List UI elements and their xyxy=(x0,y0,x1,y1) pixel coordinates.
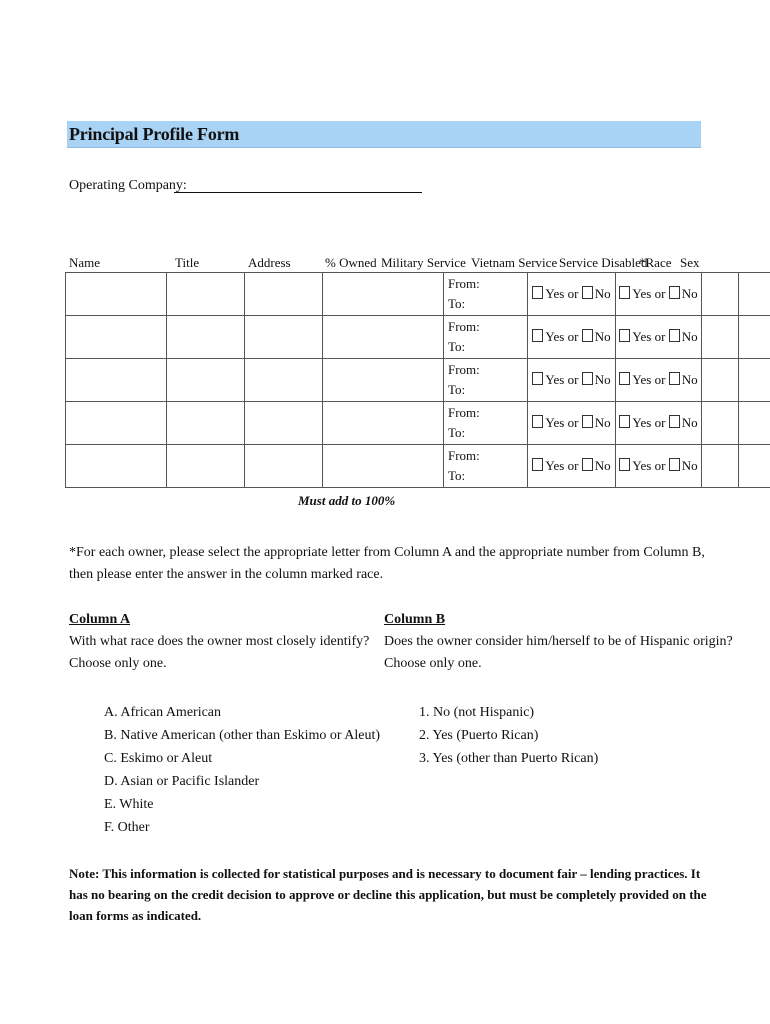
to-label: To: xyxy=(448,382,466,397)
or-label: or xyxy=(567,329,579,344)
column-b-choose: Choose only one. xyxy=(384,656,482,671)
name-cell[interactable] xyxy=(66,273,167,316)
column-b-question: Does the owner consider him/herself to be of Hispanic origin? xyxy=(384,634,733,649)
sex-cell[interactable] xyxy=(739,273,770,316)
or-label: or xyxy=(654,372,666,387)
no-label: No xyxy=(594,329,611,344)
column-a xyxy=(69,609,369,675)
list-item: 3. Yes (other than Puerto Rican) xyxy=(419,751,599,766)
address-cell[interactable] xyxy=(245,359,323,402)
or-label: or xyxy=(567,286,579,301)
yes-checkbox[interactable] xyxy=(532,415,543,428)
to-label: To: xyxy=(448,468,466,483)
no-label: No xyxy=(594,458,611,473)
operating-company-field[interactable] xyxy=(174,192,422,193)
no-checkbox[interactable] xyxy=(582,415,593,428)
race-cell[interactable] xyxy=(702,316,739,359)
military-service-cell[interactable] xyxy=(444,445,528,488)
header-service-disabled: Service Disabled xyxy=(559,255,648,270)
title-cell[interactable] xyxy=(167,445,245,488)
military-service-cell[interactable] xyxy=(444,359,528,402)
owned-cell[interactable] xyxy=(323,316,444,359)
race-cell[interactable] xyxy=(702,273,739,316)
list-item: 1. No (not Hispanic) xyxy=(419,705,535,720)
owned-cell[interactable] xyxy=(323,402,444,445)
column-a-choose: Choose only one. xyxy=(69,656,167,671)
race-cell[interactable] xyxy=(702,359,739,402)
column-a-heading: Column A xyxy=(69,612,131,627)
or-label: or xyxy=(567,415,579,430)
owned-cell[interactable] xyxy=(323,445,444,488)
header-race: *Race xyxy=(639,255,672,270)
no-checkbox[interactable] xyxy=(582,458,593,471)
yes-checkbox[interactable] xyxy=(619,458,630,471)
address-cell[interactable] xyxy=(245,445,323,488)
list-item: C. Eskimo or Aleut xyxy=(104,751,213,766)
sex-cell[interactable] xyxy=(739,402,770,445)
yes-label: Yes xyxy=(545,372,565,387)
yes-checkbox[interactable] xyxy=(532,286,543,299)
list-item: 2. Yes (Puerto Rican) xyxy=(419,728,539,743)
or-label: or xyxy=(654,458,666,473)
list-item: E. White xyxy=(104,797,154,812)
no-label: No xyxy=(594,372,611,387)
table-row xyxy=(66,402,770,445)
no-checkbox[interactable] xyxy=(669,372,680,385)
yes-label: Yes xyxy=(545,415,565,430)
no-checkbox[interactable] xyxy=(669,415,680,428)
yes-label: Yes xyxy=(632,329,652,344)
or-label: or xyxy=(654,286,666,301)
header-name: Name xyxy=(69,255,101,270)
title-cell[interactable] xyxy=(167,402,245,445)
list-item: A. African American xyxy=(104,705,222,720)
header-title: Title xyxy=(175,255,200,270)
no-checkbox[interactable] xyxy=(582,329,593,342)
yes-checkbox[interactable] xyxy=(619,286,630,299)
yes-checkbox[interactable] xyxy=(619,329,630,342)
military-service-cell[interactable] xyxy=(444,316,528,359)
yes-checkbox[interactable] xyxy=(532,458,543,471)
no-label: No xyxy=(681,415,698,430)
title-cell[interactable] xyxy=(167,316,245,359)
race-cell[interactable] xyxy=(702,445,739,488)
no-checkbox[interactable] xyxy=(582,372,593,385)
no-checkbox[interactable] xyxy=(582,286,593,299)
address-cell[interactable] xyxy=(245,316,323,359)
principal-table xyxy=(65,272,770,488)
vietnam-service-cell xyxy=(528,402,616,445)
no-label: No xyxy=(681,458,698,473)
header-sex: Sex xyxy=(680,255,700,270)
to-label: To: xyxy=(448,339,466,354)
header-military-service: Military Service xyxy=(381,255,466,270)
column-b-heading: Column B xyxy=(384,612,446,627)
yes-label: Yes xyxy=(632,372,652,387)
from-label: From: xyxy=(448,448,480,463)
table-row xyxy=(66,273,770,316)
list-item: B. Native American (other than Eskimo or Aleut) xyxy=(104,728,381,743)
or-label: or xyxy=(567,372,579,387)
list-item: F. Other xyxy=(104,820,150,835)
to-label: To: xyxy=(448,425,466,440)
header-address: Address xyxy=(248,255,291,270)
yes-label: Yes xyxy=(632,286,652,301)
service-disabled-cell xyxy=(616,402,702,445)
from-label: From: xyxy=(448,319,480,334)
address-cell[interactable] xyxy=(245,273,323,316)
header-owned: % Owned xyxy=(325,255,377,270)
military-service-cell[interactable] xyxy=(444,402,528,445)
yes-label: Yes xyxy=(545,458,565,473)
military-service-cell[interactable] xyxy=(444,273,528,316)
or-label: or xyxy=(567,458,579,473)
no-checkbox[interactable] xyxy=(669,329,680,342)
yes-label: Yes xyxy=(545,329,565,344)
disclosure-note: Note: This information is collected for statistical purposes and is necessary to document fair – lending practices. It has no bearing on the credit decision to approve or decline this application, but must be completely provided on the loan forms as indicated. xyxy=(69,866,707,923)
owned-cell[interactable] xyxy=(323,273,444,316)
yes-label: Yes xyxy=(545,286,565,301)
no-checkbox[interactable] xyxy=(669,286,680,299)
vietnam-service-cell xyxy=(528,316,616,359)
column-a-question: With what race does the owner most closely identify? xyxy=(69,634,370,649)
header-vietnam-service: Vietnam Service xyxy=(471,255,558,270)
yes-checkbox[interactable] xyxy=(619,415,630,428)
service-disabled-cell xyxy=(616,316,702,359)
service-disabled-cell xyxy=(616,359,702,402)
no-label: No xyxy=(681,372,698,387)
name-cell[interactable] xyxy=(66,402,167,445)
yes-checkbox[interactable] xyxy=(532,329,543,342)
yes-checkbox[interactable] xyxy=(532,372,543,385)
yes-label: Yes xyxy=(632,458,652,473)
race-cell[interactable] xyxy=(702,402,739,445)
vietnam-service-cell xyxy=(528,273,616,316)
title-cell[interactable] xyxy=(167,359,245,402)
vietnam-service-cell xyxy=(528,445,616,488)
list-item: D. Asian or Pacific Islander xyxy=(104,774,260,789)
column-a-options xyxy=(104,701,380,839)
sex-cell[interactable] xyxy=(739,359,770,402)
service-disabled-cell xyxy=(616,273,702,316)
sex-cell[interactable] xyxy=(739,316,770,359)
no-label: No xyxy=(594,415,611,430)
yes-checkbox[interactable] xyxy=(619,372,630,385)
to-label: To: xyxy=(448,296,466,311)
form-title: Principal Profile Form xyxy=(69,124,240,144)
table-row xyxy=(66,316,770,359)
service-disabled-cell xyxy=(616,445,702,488)
table-row xyxy=(66,359,770,402)
column-b xyxy=(384,609,733,675)
no-label: No xyxy=(681,329,698,344)
from-label: From: xyxy=(448,362,480,377)
operating-company-label: Operating Company: xyxy=(69,178,187,193)
column-b-options xyxy=(419,701,598,770)
table-row xyxy=(66,445,770,488)
address-cell[interactable] xyxy=(245,402,323,445)
or-label: or xyxy=(654,329,666,344)
title-cell[interactable] xyxy=(167,273,245,316)
or-label: or xyxy=(654,415,666,430)
owned-cell[interactable] xyxy=(323,359,444,402)
no-label: No xyxy=(681,286,698,301)
name-cell[interactable] xyxy=(66,359,167,402)
race-instructions: *For each owner, please select the appropriate letter from Column A and the appropriate number from Column B, then please enter the answer in the column marked race. xyxy=(69,545,705,582)
vietnam-service-cell xyxy=(528,359,616,402)
from-label: From: xyxy=(448,276,480,291)
no-label: No xyxy=(594,286,611,301)
yes-label: Yes xyxy=(632,415,652,430)
no-checkbox[interactable] xyxy=(669,458,680,471)
name-cell[interactable] xyxy=(66,316,167,359)
name-cell[interactable] xyxy=(66,445,167,488)
from-label: From: xyxy=(448,405,480,420)
sex-cell[interactable] xyxy=(739,445,770,488)
must-add-note: Must add to 100% xyxy=(298,493,396,508)
